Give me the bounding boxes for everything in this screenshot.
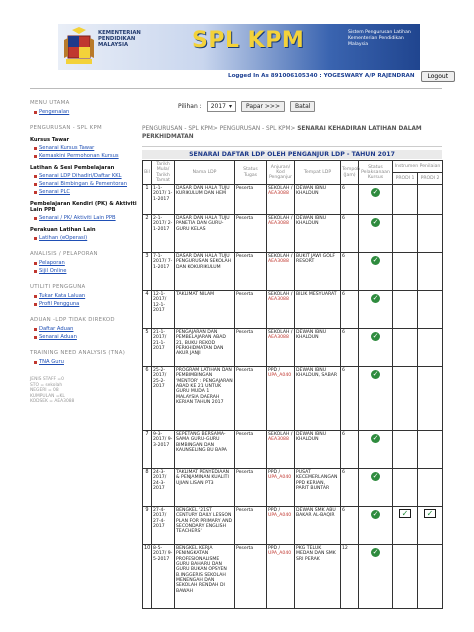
anjuran-text: PPD / <box>268 470 281 476</box>
prodi2-check-icon[interactable]: ✓ <box>424 509 436 518</box>
cell-tempat <box>295 215 341 253</box>
nama-text: BENGKEL KERJA PENINGKATAN PROFESIONALISME GURU BAHARU DAN GURU BUKAN OPSYEN B.INGGERIS SEKOLAH MENENGAH DAN SEKOLAH RENDAH DI BAWAH <box>176 546 227 594</box>
tempat-text: PUSAT KECEMERLANGAN PPD KERIAN, PARIT BUNTAR <box>296 470 338 492</box>
cell-nama <box>175 253 235 291</box>
cell-status <box>235 185 267 215</box>
bullet-icon <box>34 217 37 220</box>
cell-bil <box>143 253 152 291</box>
cell-tempat <box>295 507 341 545</box>
cell-bil <box>143 329 152 367</box>
table-body <box>143 185 443 609</box>
cell-tempoh <box>341 431 359 469</box>
table-row <box>143 367 443 431</box>
cell-tempoh <box>341 253 359 291</box>
sidebar-link-profil-pengguna[interactable] <box>34 301 138 307</box>
bil-text: 4 <box>145 291 149 298</box>
status-text: Peserta <box>236 432 254 438</box>
anjuran-text: SEKOLAH / <box>268 186 293 192</box>
bullet-icon <box>34 191 37 194</box>
tarikh-text: 1-1-2017/ 1-1-2017 <box>153 186 173 202</box>
cell-anjuran <box>267 291 295 329</box>
prodi1-check-icon[interactable]: ✓ <box>399 509 411 518</box>
cell-tempoh <box>341 367 359 431</box>
tempat-text: DEWAN IBNU KHALDUN <box>296 330 327 341</box>
anjuran-text: SEKOLAH / <box>268 330 293 336</box>
cell-anjuran <box>267 367 295 431</box>
link-label: Latihan (eOperasi) <box>39 235 88 241</box>
cell-prodi2 <box>418 329 443 367</box>
cell-status <box>235 545 267 609</box>
cell-nama <box>175 431 235 469</box>
cell-tarikh <box>152 469 175 507</box>
bil-text: 8 <box>145 469 149 476</box>
tempoh-text: 6 <box>342 186 345 192</box>
completed-check-icon: ✓ <box>372 434 379 443</box>
col-nama: Nama LDP <box>175 161 235 185</box>
table-row <box>143 185 443 215</box>
cell-prodi1 <box>393 545 418 609</box>
nama-text: DASAR DAN HALA TUJU PENGURUSAN SEKOLAH DAN KOKURIKULUM <box>176 254 232 270</box>
kod-penganjur: AEA3088 <box>268 259 289 265</box>
sidebar-link-pk-aktiviti[interactable] <box>34 215 138 221</box>
section-title-utiliti: UTILITI PENGGUNA <box>30 284 86 290</box>
bullet-icon <box>34 155 37 158</box>
sidebar-link-tukar-kata-laluan[interactable] <box>34 293 138 299</box>
nama-text: DASAR DAN HALA TUJU KURIKULUM DAN HEM <box>176 186 230 197</box>
cell-pelaksanaan <box>359 545 393 609</box>
cell-prodi1 <box>393 185 418 215</box>
cell-tarikh <box>152 253 175 291</box>
section-title-analisis: ANALISIS / PELAPORAN <box>30 251 98 257</box>
cell-tempat <box>295 469 341 507</box>
bullet-icon <box>34 361 37 364</box>
sidebar-link-sijil-online[interactable] <box>34 268 138 274</box>
cell-nama <box>175 507 235 545</box>
user-bar <box>228 70 455 82</box>
bil-text: 3 <box>145 253 149 260</box>
cell-status <box>235 431 267 469</box>
status-text: Peserta <box>236 470 254 476</box>
tempat-text: DEWAN IBNU KHALDUN <box>296 216 327 227</box>
tarikh-text: 24-3-2017/ 24-3-2017 <box>153 470 167 492</box>
kod-penganjur: UPA_A040 <box>268 475 292 481</box>
kod-penganjur: UPA_A040 <box>268 513 292 519</box>
cell-bil <box>143 545 152 609</box>
filter-label: Pilihan : <box>178 103 202 110</box>
ministry-line: KEMENTERIAN <box>98 30 141 36</box>
cell-prodi2 <box>418 291 443 329</box>
nama-text: TAKLIMAT NILAM <box>176 292 215 298</box>
table-row <box>143 253 443 291</box>
cell-anjuran <box>267 253 295 291</box>
cell-prodi2 <box>418 253 443 291</box>
cell-bil <box>143 469 152 507</box>
nama-text: TAKLIMAT PENYEDIAAN & PENJAMINAN KUALITI UJIAN LISAN PT3 <box>176 470 230 486</box>
cell-tempat <box>295 367 341 431</box>
completed-check-icon: ✓ <box>372 188 379 197</box>
section-title-aduan: ADUAN -LDP TIDAK DIREKOD <box>30 317 115 323</box>
kod-penganjur: UPA_A040 <box>268 373 292 379</box>
subsection-perakuan: Perakuan Latihan Lain <box>30 227 96 233</box>
link-label: Pengenalan <box>39 109 70 115</box>
cell-tarikh <box>152 431 175 469</box>
completed-check-icon: ✓ <box>372 256 379 265</box>
sidebar-link-tna-guru[interactable] <box>34 359 138 365</box>
cell-pelaksanaan <box>359 507 393 545</box>
tempat-text: DEWAN SMK ABU BAKAR AL-BAQIR <box>296 508 336 519</box>
cell-prodi1 <box>393 507 418 545</box>
kod-penganjur: AEA3088 <box>268 297 289 303</box>
cell-anjuran <box>267 329 295 367</box>
anjuran-text: SEKOLAH / <box>268 216 293 222</box>
cell-bil <box>143 185 152 215</box>
logged-in-user: Logged In As 891006105340 : YOGESWARY A/P RAJENDRAN <box>228 73 415 79</box>
cell-tarikh <box>152 215 175 253</box>
cell-prodi2 <box>418 215 443 253</box>
tempoh-text: 6 <box>342 330 345 336</box>
link-label: Profil Pengguna <box>39 301 80 307</box>
kod-penganjur: AEA3088 <box>268 191 289 197</box>
link-label: TNA Guru <box>39 359 64 365</box>
kod-penganjur: AEA3088 <box>268 437 289 443</box>
coat-of-arms-logo <box>62 26 96 68</box>
cell-pelaksanaan <box>359 291 393 329</box>
tarikh-text: 8-5-2017/ 9-5-2017 <box>153 546 173 562</box>
logout-button[interactable]: Logout <box>421 71 456 82</box>
tempat-text: DEWAN IBNU KHALDUN <box>296 432 327 443</box>
nama-text: DASAR DAN HALA TUJU PANETIA DAN GURU-GURU KELAS <box>176 216 230 232</box>
cell-prodi2 <box>418 507 443 545</box>
cell-pelaksanaan <box>359 253 393 291</box>
divider <box>30 88 442 89</box>
table-row <box>143 507 443 545</box>
cell-bil <box>143 291 152 329</box>
bullet-icon <box>34 303 37 306</box>
col-tempoh: Tempoh (Jam) <box>341 161 359 185</box>
cell-prodi2 <box>418 469 443 507</box>
tempat-text: PKG TELUK MEDAN DAN SMK SRI PERAK <box>296 546 336 562</box>
anjuran-text: PPD / <box>268 368 281 374</box>
cell-prodi1 <box>393 431 418 469</box>
col-status: Status Tugas <box>235 161 267 185</box>
cell-status <box>235 329 267 367</box>
cell-anjuran <box>267 431 295 469</box>
bullet-icon <box>34 328 37 331</box>
year-value: 2017 <box>210 103 226 110</box>
col-penilaian: Instrumen Penilaian <box>393 161 443 173</box>
bullet-icon <box>34 270 37 273</box>
table-row <box>143 431 443 469</box>
section-title-menu-utama: MENU UTAMA <box>30 100 70 106</box>
bil-text: 1 <box>145 185 149 192</box>
tempoh-text: 6 <box>342 432 345 438</box>
nama-text: PENGAJARAN DAN PEMBELAJARAN ABAD 21, BUKU REKOD PERKHIDMATAN DAN AKUR JANJI <box>176 330 226 357</box>
tarikh-text: 27-4-2017/ 27-4-2017 <box>153 508 167 530</box>
cell-tempoh <box>341 507 359 545</box>
link-label: Senarai / PK/ Aktiviti Lain PPB <box>39 215 116 221</box>
tarikh-text: 12-1-2017/ 12-1-2017 <box>153 292 167 314</box>
cell-nama <box>175 291 235 329</box>
cell-anjuran <box>267 545 295 609</box>
chevron-down-icon: ▾ <box>228 103 232 110</box>
cell-tempoh <box>341 545 359 609</box>
batal-button[interactable]: Batal <box>290 101 316 112</box>
cell-prodi1 <box>393 291 418 329</box>
session-info: JENIS STAFF =0 STO = sekolah NEGERI = 08 KUMPULAN =KL KODSEK = AEA3088 <box>30 377 75 405</box>
link-label: Pelaporan <box>39 260 65 266</box>
link-label: Senarai Kursus Tawar <box>39 145 95 151</box>
completed-check-icon: ✓ <box>372 294 379 303</box>
cell-tarikh <box>152 185 175 215</box>
cell-nama <box>175 469 235 507</box>
tempat-text: DEWAN IBNU KHALDUN <box>296 186 327 197</box>
bullet-icon <box>34 183 37 186</box>
tarikh-text: 21-1-2017/ 21-1-2017 <box>153 330 167 352</box>
cell-prodi1 <box>393 215 418 253</box>
cell-pelaksanaan <box>359 185 393 215</box>
status-text: Peserta <box>236 186 254 192</box>
cell-anjuran <box>267 469 295 507</box>
cell-prodi1 <box>393 367 418 431</box>
link-label: Senarai Bimbingan & Pementoran <box>39 181 128 187</box>
sidebar-link-plc[interactable] <box>34 189 138 195</box>
bil-text: 9 <box>145 507 149 514</box>
cell-prodi2 <box>418 431 443 469</box>
tempoh-text: 6 <box>342 470 345 476</box>
completed-check-icon: ✓ <box>372 472 379 481</box>
cell-tempoh <box>341 469 359 507</box>
bullet-icon <box>34 147 37 150</box>
tarikh-text: 2-1-2017/ 2-1-2017 <box>153 216 173 232</box>
sidebar-link-bimbingan[interactable] <box>34 181 138 187</box>
subsection-kursus-tawar: Kursus Tawar <box>30 137 70 143</box>
bullet-icon <box>34 295 37 298</box>
section-title-tna: TRAINING NEED ANALYSIS (TNA) <box>30 350 126 356</box>
bil-text: 2 <box>145 215 149 222</box>
cell-status <box>235 253 267 291</box>
kod-penganjur: AEA3088 <box>268 335 289 341</box>
sidebar <box>30 100 138 405</box>
cell-status <box>235 215 267 253</box>
cell-tempoh <box>341 185 359 215</box>
nama-text: BENGKEL '21ST CENTURY DAILY LESSON PLAN FOR PRIMARY AND SECONDARY ENGLISH TEACHERS' <box>176 508 233 535</box>
sidebar-link-senarai-aduan[interactable] <box>34 334 138 340</box>
ministry-name <box>98 30 190 60</box>
cell-status <box>235 291 267 329</box>
tempoh-text: 6 <box>342 508 345 514</box>
app-title: SPL KPM <box>192 28 305 53</box>
bullet-icon <box>34 175 37 178</box>
status-text: Peserta <box>236 546 254 552</box>
cell-anjuran <box>267 185 295 215</box>
cell-tempat <box>295 253 341 291</box>
cell-prodi2 <box>418 367 443 431</box>
year-filter <box>178 101 315 112</box>
ministry-line: MALAYSIA <box>98 42 129 49</box>
col-tarikh: Tarikh Mula/ Tarikh Tamat <box>152 161 175 185</box>
cell-pelaksanaan <box>359 469 393 507</box>
bil-text: 7 <box>145 431 149 438</box>
tempat-text: DEWAN IBNU KHALDUN, SABAR <box>296 368 338 379</box>
cell-status <box>235 469 267 507</box>
completed-check-icon: ✓ <box>372 332 379 341</box>
completed-check-icon: ✓ <box>372 218 379 227</box>
cell-tarikh <box>152 291 175 329</box>
kod-penganjur: AEA3088 <box>268 221 289 227</box>
table-row <box>143 291 443 329</box>
bil-text: 6 <box>145 367 149 374</box>
cell-pelaksanaan <box>359 367 393 431</box>
divider <box>142 146 442 147</box>
ministry-line: PENDIDIKAN <box>98 36 136 43</box>
bullet-icon <box>34 262 37 265</box>
table-row <box>143 329 443 367</box>
status-text: Peserta <box>236 292 254 298</box>
link-label: Senarai LDP Dihadiri/Daftar KKL <box>39 173 122 179</box>
status-text: Peserta <box>236 508 254 514</box>
cell-tempat <box>295 185 341 215</box>
sidebar-link-senarai-kursus-tawar[interactable] <box>34 145 138 151</box>
col-tempat: Tempat LDP <box>295 161 341 185</box>
bullet-icon <box>34 111 37 114</box>
tempoh-text: 6 <box>342 216 345 222</box>
subsection-latihan: Latihan & Sesi Pembelajaran <box>30 165 115 171</box>
cell-bil <box>143 215 152 253</box>
sidebar-link-daftar-aduan[interactable] <box>34 326 138 332</box>
nama-text: PROGRAM LATIHAN DAN PEMBIMBINGAN 'MENTOR' : PENGAJARAN ABAD KE 21 UNTUK GURU MUDA 1 MALAYSIA DAERAH KERIAN TAHUN 2017 <box>176 368 233 405</box>
cell-tempat <box>295 291 341 329</box>
status-text: Peserta <box>236 368 254 374</box>
anjuran-text: PPD / <box>268 546 281 552</box>
completed-check-icon: ✓ <box>372 510 379 519</box>
cell-tarikh <box>152 507 175 545</box>
anjuran-text: PPD / <box>268 508 281 514</box>
col-prodi1: PRODI 1 <box>393 173 418 185</box>
tempoh-text: 6 <box>342 292 345 298</box>
subsection-pk: Pembelajaran Kendiri (PK) & Aktiviti Lain PPB <box>30 201 137 213</box>
papar-button[interactable]: Papar >>> <box>241 101 285 112</box>
header-banner <box>58 24 420 70</box>
cell-bil <box>143 367 152 431</box>
cell-anjuran <box>267 215 295 253</box>
cell-anjuran <box>267 507 295 545</box>
sidebar-link-kemaskini-permohonan[interactable] <box>34 153 138 159</box>
cell-prodi2 <box>418 185 443 215</box>
tempoh-text: 12 <box>342 546 348 552</box>
cell-prodi1 <box>393 329 418 367</box>
cell-tarikh <box>152 329 175 367</box>
table-row <box>143 215 443 253</box>
cell-prodi2 <box>418 545 443 609</box>
table-row <box>143 469 443 507</box>
nama-text: SEPETANG BERSAMA-SAMA GURU-GURU BIMBINGAN DAN KAUNSELING BU BAPA <box>176 432 227 454</box>
status-text: Peserta <box>236 330 254 336</box>
anjuran-text: SEKOLAH / <box>268 292 293 298</box>
cell-tarikh <box>152 367 175 431</box>
anjuran-text: SEKOLAH / <box>268 432 293 438</box>
cell-status <box>235 507 267 545</box>
cell-tempat <box>295 545 341 609</box>
link-label: Senarai Aduan <box>39 334 77 340</box>
cell-tempoh <box>341 291 359 329</box>
status-text: Peserta <box>236 254 254 260</box>
breadcrumb-path: PENGURUSAN - SPL KPM> PENGURUSAN - SPL KPM> <box>142 126 296 132</box>
cell-nama <box>175 329 235 367</box>
table-title: SENARAI DAFTAR LDP OLEH PENGANJUR LDP - TAHUN 2017 <box>142 150 442 159</box>
cell-nama <box>175 367 235 431</box>
cell-pelaksanaan <box>359 431 393 469</box>
kod-penganjur: UPA_A040 <box>268 551 292 557</box>
completed-check-icon: ✓ <box>372 370 379 379</box>
bil-text: 10 <box>144 545 151 552</box>
tempat-text: BUKIT JAWI GOLF RESORT <box>296 254 336 265</box>
col-anjuran: Anjuran/ Kod Penganjur <box>267 161 295 185</box>
sidebar-link-senarai-ldp[interactable] <box>34 173 138 179</box>
cell-pelaksanaan <box>359 215 393 253</box>
breadcrumb <box>142 125 442 141</box>
col-pelaksanaan: Status Pelaksanaan Kursus <box>359 161 393 185</box>
breadcrumb-current: SENARAI KEHADIRAN LATIHAN DALAM PERKHIDMATAN <box>142 126 422 140</box>
link-label: Senarai PLC <box>39 189 70 195</box>
cell-tempat <box>295 431 341 469</box>
sidebar-link-pelaporan[interactable] <box>34 260 138 266</box>
cell-tarikh <box>152 545 175 609</box>
bullet-icon <box>34 336 37 339</box>
cell-bil <box>143 431 152 469</box>
link-label: Tukar Kata Laluan <box>39 293 86 299</box>
cell-pelaksanaan <box>359 329 393 367</box>
cell-tempoh <box>341 329 359 367</box>
tempat-text: BILIK MESYUARAT <box>296 292 337 298</box>
cell-prodi1 <box>393 469 418 507</box>
app-subtitle: Sistem Pengurusan Latihan Kementerian Pendidikan Malaysia <box>348 30 411 47</box>
table-row <box>143 545 443 609</box>
cell-tempoh <box>341 215 359 253</box>
link-label: Sijil Online <box>39 268 67 274</box>
bullet-icon <box>34 237 37 240</box>
tempoh-text: 6 <box>342 254 345 260</box>
link-label: Daftar Aduan <box>39 326 74 332</box>
col-bil: Bil <box>143 161 152 185</box>
status-text: Peserta <box>236 216 254 222</box>
anjuran-text: SEKOLAH / <box>268 254 293 260</box>
cell-nama <box>175 185 235 215</box>
tempoh-text: 6 <box>342 368 345 374</box>
sidebar-link-pengenalan[interactable] <box>34 109 138 115</box>
year-select[interactable] <box>207 101 236 112</box>
cell-bil <box>143 507 152 545</box>
sidebar-link-eoperasi[interactable] <box>34 235 138 241</box>
completed-check-icon: ✓ <box>372 548 379 557</box>
cell-tempat <box>295 329 341 367</box>
bil-text: 5 <box>145 329 149 336</box>
col-prodi2: PRODI 2 <box>418 173 443 185</box>
cell-prodi1 <box>393 253 418 291</box>
ldp-table <box>142 160 443 609</box>
link-label: Kemaskini Permohonan Kursus <box>39 153 119 159</box>
tarikh-text: 9-3-2017/ 9-3-2017 <box>153 432 173 448</box>
section-title-pengurusan: PENGURUSAN - SPL KPM <box>30 125 102 131</box>
cell-status <box>235 367 267 431</box>
tarikh-text: 25-2-2017/ 25-2-2017 <box>153 368 167 390</box>
tarikh-text: 7-1-2017/ 7-1-2017 <box>153 254 173 270</box>
cell-nama <box>175 545 235 609</box>
cell-nama <box>175 215 235 253</box>
